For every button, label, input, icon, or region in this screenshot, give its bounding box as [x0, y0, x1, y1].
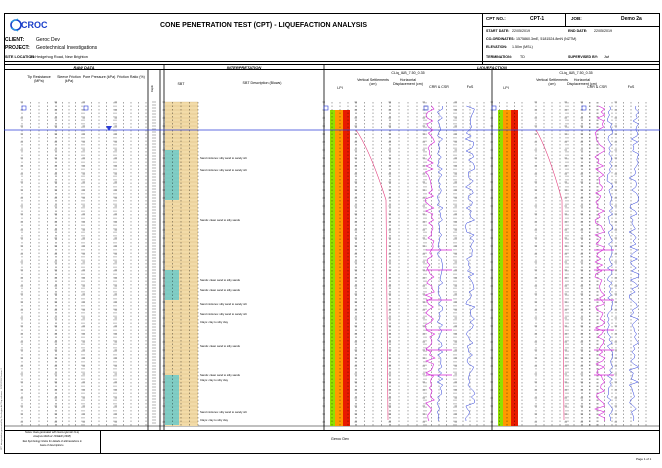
sbt-blue-band [165, 375, 179, 425]
sbt-description: Sand mixtures: silty sand to sandy silt [200, 156, 247, 160]
sbt-description: Sands: clean sand to silty sands [200, 373, 240, 377]
section-interpretation: INTERPRETATION [226, 64, 262, 70]
cpt-no-value: CPT-1 [530, 16, 545, 22]
footer-note-3: See Symbology Notes for details of abbreviations & [22, 440, 82, 443]
elevation-label: ELEVATION: [486, 45, 508, 49]
coords-value: 1575860.3mE, 5181524.8mN (NZTM) [516, 37, 577, 41]
sbt-description: Sands: clean sand to silty sands [200, 288, 240, 292]
client-value: Geroc Dev [36, 37, 60, 43]
fos-curve-2 [629, 106, 639, 421]
legend-box [22, 106, 26, 110]
col-friction: Friction Ratio (%) [117, 75, 145, 79]
supervised-value: Jwl [604, 55, 610, 59]
start-label: START DATE: [486, 29, 510, 33]
col-sbt-desc: SBT Description (Blows) [242, 81, 282, 85]
lpi-band [498, 110, 503, 426]
col-crr-2: CRR & CSR [587, 85, 607, 89]
col-lpi-1: LPI [337, 86, 343, 90]
sbt-description: Sand mixtures: silty sand to sandy silt [200, 302, 247, 306]
col-sleeve: Sleeve Friction (kPa) [57, 75, 81, 83]
footer-note-1: Notes: Data generated with GeoLogismiki CLiq [25, 431, 79, 434]
client-label: CLIENT: [5, 37, 25, 43]
lpi-band [335, 110, 343, 426]
crr-curve-1 [425, 106, 435, 421]
sbt-description: Clays: clay to silty clay [200, 418, 228, 422]
job-value: Demo 2a [621, 16, 642, 22]
col-depth: Depth [151, 85, 154, 92]
col-hd-1: Horizontal Displacement (cm) [393, 78, 423, 86]
side-note: CPT interpretation generated by GeoLogismiki CLiq software - 22/05/2019 Version 3 [1, 368, 3, 450]
supervised-label: SUPERVISED BY: [568, 55, 599, 59]
case-1-label: CLiq_I&B_7.50_0.35 [391, 71, 425, 75]
col-hd-2: Horizontal Displacement (cm) [567, 78, 597, 86]
sbt-description: Clays: clay to silty clay [200, 320, 228, 324]
crr-curve-2 [595, 106, 605, 421]
col-vs-2: Vertical Settlements (cm) [536, 78, 568, 86]
footer-divider [100, 430, 101, 454]
case-2-label: CLiq_I&B_7.50_0.35 [559, 71, 593, 75]
section-raw-data: RAW DATA [73, 64, 95, 70]
col-tip: Tip Resistance (MPa) [27, 75, 51, 83]
sbt-blue-band [165, 150, 179, 200]
section-liquefaction: LIQUEFACTION [477, 64, 507, 70]
col-pore: Pore Pressure (kPa) [82, 75, 116, 79]
col-fos-1: FoS [466, 85, 474, 89]
sbt-description: Sands: clean sand to silty sands [200, 278, 240, 282]
lpi-band [343, 110, 350, 426]
sbt-description: Sand mixtures: silty sand to sandy silt [200, 312, 247, 316]
page-title: CONE PENETRATION TEST (CPT) - LIQUEFACTION ANALYSIS [160, 22, 368, 29]
col-fos-2: FoS [627, 85, 635, 89]
end-label: END DATE: [568, 29, 588, 33]
termination-value: TD [520, 55, 525, 59]
sbt-description: Sand mixtures: silty sand to sandy silt [200, 410, 247, 414]
site-value: 33 Hedgehog Road, New Brighton [30, 55, 88, 59]
col-lpi-2: LPI [503, 86, 509, 90]
legend-box [492, 106, 496, 110]
csr-curve-1 [437, 106, 443, 421]
site-label: SITE LOCATION: [5, 55, 36, 59]
project-value: Geotechnical Investigations [36, 45, 98, 51]
sbt-description: Sands: clean sand to silty sands [200, 344, 240, 348]
col-sbt: SBT [177, 82, 185, 86]
logo-text: CROC [21, 20, 48, 30]
sbt-description: Clays: clay to silty clay [200, 378, 228, 382]
job-label: JOB: [571, 16, 582, 21]
elevation-value: 1.50m (MSL) [512, 45, 533, 49]
legend-box [582, 106, 586, 110]
termination-label: TERMINATION: [486, 55, 512, 59]
cpt-no-label: CPT NO.: [486, 16, 506, 21]
end-value: 22/05/2019 [594, 29, 612, 33]
footer-note-2: Analysis Method: NCEER (1998) [33, 435, 71, 438]
sbt-description: Sands: clean sand to silty sands [200, 218, 240, 222]
lpi-band [330, 110, 335, 426]
settlement-curve-2 [536, 130, 564, 420]
footer-center: Geroc Dev [330, 437, 350, 441]
sbt-description: Sand mixtures: silty sand to sandy silt [200, 168, 247, 172]
coords-label: CO-ORDINATES: [486, 37, 515, 41]
sbt-blue-band [165, 270, 179, 300]
footer-rule [4, 430, 660, 431]
footer-note-4: basis of descriptions. [39, 444, 65, 447]
settlement-curve-1 [356, 130, 388, 420]
project-label: PROJECT: [5, 45, 30, 51]
page-number: Page 1 of 1 [636, 457, 652, 461]
legend-box [84, 106, 88, 110]
legend-box [324, 106, 328, 110]
start-value: 22/05/2019 [512, 29, 530, 33]
col-vs-1: Vertical Settlements (cm) [357, 78, 389, 86]
col-crr-1: CRR & CSR [429, 85, 449, 89]
